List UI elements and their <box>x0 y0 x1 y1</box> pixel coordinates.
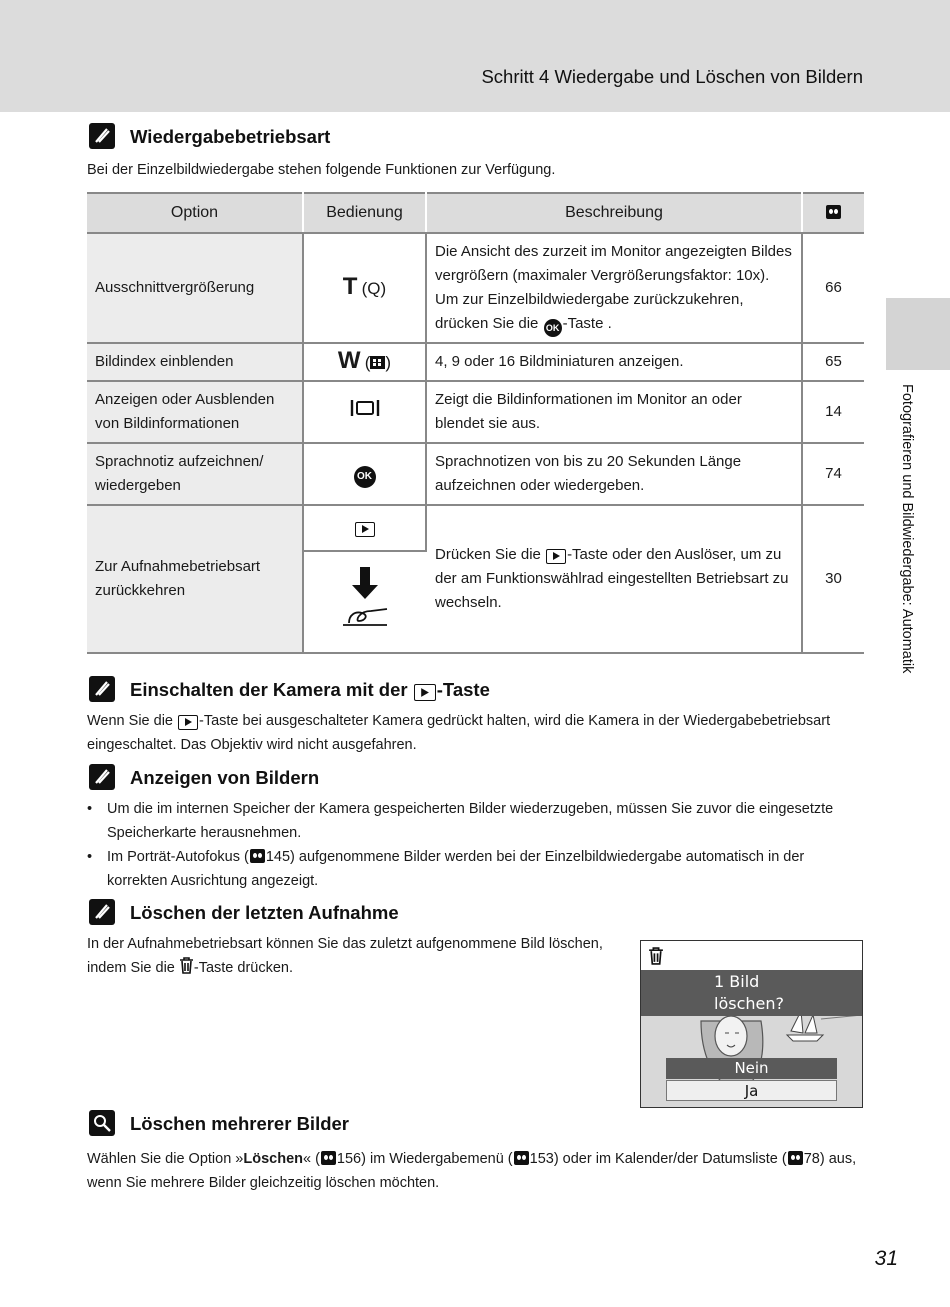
playback-functions-table <box>87 192 864 654</box>
list-item <box>87 797 867 845</box>
trash-icon <box>179 957 194 974</box>
row-description-text: -Taste oder den Auslöser, um zu der am Funktionswählrad eingestellten Betriebsart zu wechseln. <box>435 546 789 611</box>
row-page: 66 <box>802 233 864 343</box>
row-control <box>303 443 426 505</box>
table-row <box>87 443 864 505</box>
zoom-tele-key: T <box>342 272 358 300</box>
section-title-text: Einschalten der Kamera mit der <box>130 679 413 700</box>
zoom-wide-key: W <box>337 346 361 374</box>
section-title-delete-multi: Löschen mehrerer Bilder <box>130 1113 349 1134</box>
bullet-text <box>87 845 867 893</box>
body-text: Wenn Sie die <box>87 713 178 729</box>
page-number: 31 <box>874 1247 898 1270</box>
row-option: Sprachnotiz aufzeichnen/ wiedergeben <box>87 443 303 505</box>
header-page <box>802 193 864 233</box>
list-item <box>87 845 867 893</box>
reference-icon <box>788 1151 803 1165</box>
side-tab <box>886 298 950 370</box>
zoom-in-label: (Q) <box>361 278 387 298</box>
body-text: « ( <box>303 1151 320 1167</box>
table-header-row <box>87 193 864 233</box>
row-option: Zur Aufnahmebetriebsart zurückkehren <box>87 505 303 653</box>
lcd-message-line2: löschen? <box>714 994 784 1013</box>
note-icon <box>89 123 115 149</box>
ok-icon: OK <box>544 319 562 337</box>
section-text-delete-multi <box>87 1147 867 1195</box>
lcd-option-yes: Ja <box>666 1080 837 1101</box>
body-text: -Taste bei ausgeschalteter Kamera gedrückt halten, wird die Kamera in der Wiedergabebetriebsart eingeschaltet. Das Objektiv wird nicht ausgefahren. <box>87 713 831 753</box>
section-title-power-on <box>130 679 490 701</box>
display-icon <box>350 399 380 417</box>
section-text-power-on <box>87 709 847 757</box>
row-description-text: Drücken Sie die <box>435 546 546 563</box>
table-row <box>87 343 864 381</box>
bullet-dot: • <box>87 849 93 865</box>
row-description-text: -Taste . <box>562 314 612 332</box>
section-text-delete-last <box>87 932 607 980</box>
section-title-text: -Taste <box>436 679 490 700</box>
row-description: Zeigt die Bildinformationen im Monitor an oder blendet sie aus. <box>426 381 802 443</box>
body-text: In der Aufnahmebetriebsart können Sie das zuletzt aufgenommene Bild löschen, indem Sie die <box>87 936 603 976</box>
row-page: 14 <box>802 381 864 443</box>
playback-icon <box>546 549 566 564</box>
body-text: Wählen Sie die Option » <box>87 1151 244 1167</box>
section-title-playback: Wiedergabebetriebsart <box>130 126 331 147</box>
bullet-text-part: 145) aufgenommene Bilder werden bei der Einzelbildwiedergabe automatisch in der korrekten Ausrichtung angezeigt. <box>107 849 805 889</box>
reference-icon <box>250 849 265 863</box>
row-description: 4, 9 oder 16 Bildminiaturen anzeigen. <box>426 343 802 381</box>
row-option: Anzeigen oder Ausblenden von Bildinformationen <box>87 381 303 443</box>
bullet-dot: • <box>87 801 93 817</box>
header-band <box>0 0 950 112</box>
body-text: 156) im Wiedergabemenü ( <box>336 1151 513 1167</box>
camera-lcd-delete-dialog <box>640 940 863 1108</box>
row-control <box>303 233 426 343</box>
header-option: Option <box>87 193 303 233</box>
table-row <box>87 233 864 343</box>
bullet-text: Um die im internen Speicher der Kamera gespeicherten Bilder wiederzugeben, müssen Sie zuvor die eingesetzte Speicherkarte herausnehmen. <box>107 801 834 841</box>
reference-icon <box>514 1151 529 1165</box>
row-description: Sprachnotizen von bis zu 20 Sekunden Länge aufzeichnen oder wiedergeben. <box>426 443 802 505</box>
playback-icon <box>355 522 375 537</box>
ok-icon: OK <box>354 466 376 488</box>
section-title-delete-last: Löschen der letzten Aufnahme <box>130 902 399 923</box>
header-control: Bedienung <box>303 193 426 233</box>
row-description-text: Die Ansicht des zurzeit im Monitor angezeigten Bildes vergrößern (maximaler Vergrößerungsfaktor: 10x). Um zur Einzelbildwiedergabe zurückzukehren, drücken Sie die <box>435 242 792 332</box>
section-title-view: Anzeigen von Bildern <box>130 767 320 788</box>
row-page: 30 <box>802 505 864 653</box>
note-icon <box>89 899 115 925</box>
table-row <box>87 381 864 443</box>
header-title: Schritt 4 Wiedergabe und Löschen von Bildern <box>481 66 863 87</box>
lcd-option-no: Nein <box>666 1058 837 1079</box>
lcd-top-bar <box>641 941 862 971</box>
header-description: Beschreibung <box>426 193 802 233</box>
reference-icon <box>321 1151 336 1165</box>
row-page: 65 <box>802 343 864 381</box>
note-icon <box>89 676 115 702</box>
row-option: Bildindex einblenden <box>87 343 303 381</box>
row-control <box>303 381 426 443</box>
trash-icon <box>648 947 664 965</box>
body-text: 78) aus, wenn Sie mehrere Bilder gleichzeitig löschen möchten. <box>87 1151 857 1191</box>
row-option: Ausschnittvergrößerung <box>87 233 303 343</box>
body-text: -Taste drücken. <box>193 960 294 976</box>
row-description <box>426 233 802 343</box>
row-page: 74 <box>802 443 864 505</box>
reference-icon <box>826 205 841 219</box>
table-row <box>87 505 864 551</box>
side-tab-label: Fotografieren und Bildwiedergabe: Automatik <box>899 384 915 674</box>
row-control <box>303 343 426 381</box>
shutter-press-icon <box>335 563 395 633</box>
lcd-message-line1: 1 Bild <box>714 972 760 991</box>
magnifier-note-icon <box>89 1110 115 1136</box>
section-intro-playback: Bei der Einzelbildwiedergabe stehen folgende Funktionen zur Verfügung. <box>87 162 556 178</box>
row-control <box>303 551 426 653</box>
menu-option-name: Löschen <box>243 1151 303 1167</box>
row-description <box>426 505 802 653</box>
playback-icon <box>178 715 198 730</box>
row-control <box>303 505 426 551</box>
thumbnail-icon: ( ) <box>364 352 392 372</box>
body-text: 153) oder im Kalender/der Datumsliste ( <box>529 1151 787 1167</box>
playback-icon <box>414 684 436 701</box>
bullet-text-part: Im Porträt-Autofokus ( <box>107 849 249 865</box>
note-icon <box>89 764 115 790</box>
